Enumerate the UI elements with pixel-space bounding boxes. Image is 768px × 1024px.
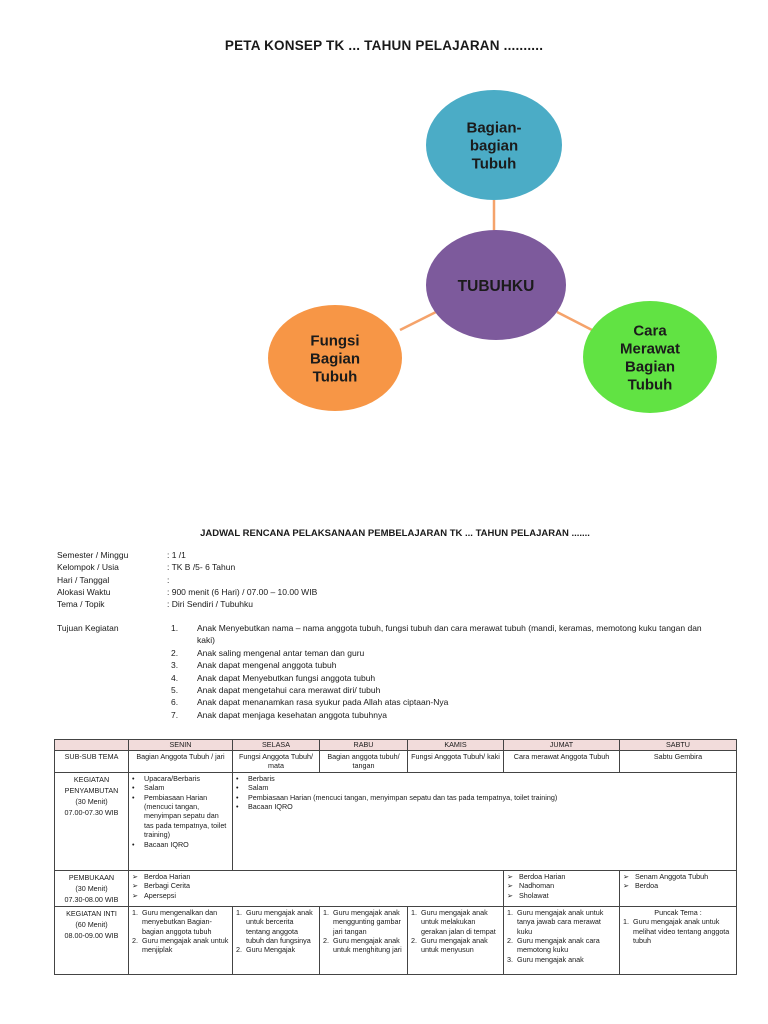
numbered-item bbox=[323, 936, 404, 955]
row-label-line: 08.00-09.00 WIB bbox=[64, 930, 119, 940]
concept-map-diagram bbox=[0, 0, 768, 430]
inti-label bbox=[55, 906, 129, 974]
header-empty bbox=[55, 740, 129, 751]
item-number: 2. bbox=[507, 936, 513, 946]
pembukaan-row bbox=[55, 870, 737, 906]
item-text: Guru mengenalkan dan menyebutkan Bagian-bagian anggota tubuh bbox=[142, 907, 218, 936]
bullet-item bbox=[623, 881, 733, 890]
bullet-text: Nadhoman bbox=[519, 881, 555, 891]
schedule-header-row bbox=[55, 740, 737, 751]
bullet-item bbox=[507, 881, 616, 890]
goal-number: 2. bbox=[171, 647, 179, 658]
inti-selasa bbox=[233, 906, 320, 974]
item-text: Guru mengajak anak bbox=[517, 954, 584, 964]
numbered-item bbox=[507, 908, 616, 936]
arrow-bullet-icon: ➢ bbox=[132, 871, 139, 881]
numbered-item bbox=[323, 908, 404, 936]
plan-info bbox=[57, 549, 317, 610]
node-label-line: Bagian bbox=[309, 350, 361, 368]
goal-number: 3. bbox=[171, 660, 179, 671]
goal-number: 7. bbox=[171, 709, 179, 720]
subtema-cell: Fungsi Anggota Tubuh/ kaki bbox=[408, 751, 504, 773]
bullet-text: Upacara/Berbaris bbox=[144, 773, 200, 783]
bullet-item bbox=[132, 872, 500, 881]
center-label: TUBUHKU bbox=[457, 278, 535, 295]
penyambutan-row bbox=[55, 772, 737, 870]
subtema-cell: Fungsi Anggota Tubuh/ mata bbox=[233, 751, 320, 773]
subtema-label: SUB-SUB TEMA bbox=[55, 751, 129, 773]
arrow-bullet-icon: ➢ bbox=[132, 890, 139, 900]
goal-number: 6. bbox=[171, 697, 179, 708]
bullet-dot-icon: • bbox=[132, 792, 135, 802]
subtema-cell: Bagian Anggota Tubuh / jari bbox=[129, 751, 233, 773]
bullet-item bbox=[132, 793, 229, 840]
numbered-item bbox=[507, 936, 616, 955]
node-label-line: Tubuh bbox=[627, 376, 673, 394]
row-label-line: KEGIATAN INTI bbox=[66, 908, 117, 918]
info-value: : 900 menit (6 Hari) / 07.00 – 10.00 WIB bbox=[167, 586, 318, 597]
bullet-text: Salam bbox=[248, 783, 269, 793]
item-number: 1. bbox=[623, 917, 629, 927]
day-header: SENIN bbox=[129, 740, 233, 751]
bullet-item bbox=[132, 881, 500, 890]
item-text: Guru mengajak anak untuk melihat video tentang anggota tubuh bbox=[633, 917, 730, 946]
row-label-line: KEGIATAN bbox=[73, 774, 110, 784]
bullet-text: Berbagi Cerita bbox=[144, 881, 190, 891]
goal-number: 5. bbox=[171, 685, 179, 696]
goal-text: Anak dapat mengenal anggota tubuh bbox=[197, 660, 337, 671]
bullet-item bbox=[236, 774, 733, 783]
bullet-text: Senam Anggota Tubuh bbox=[635, 871, 709, 881]
item-text: Guru mengajak anak untuk menjiplak bbox=[142, 936, 229, 955]
item-number: 3. bbox=[507, 954, 513, 964]
row-label-line: (30 Menit) bbox=[75, 883, 108, 893]
goal-item bbox=[167, 647, 717, 659]
goal-item bbox=[167, 672, 717, 684]
node-label-line: Bagian- bbox=[466, 119, 522, 137]
inti-senin bbox=[129, 906, 233, 974]
info-value: : Diri Sendiri / Tubuhku bbox=[167, 599, 253, 610]
connector-left bbox=[400, 312, 436, 330]
node-label-line: Merawat bbox=[619, 340, 681, 358]
item-number: 1. bbox=[132, 907, 138, 917]
schedule-table bbox=[54, 739, 737, 975]
bullet-text: Pembiasaan Harian (mencuci tangan, menyimpan sepatu dan tas pada tempatnya, toilet training) bbox=[248, 792, 558, 802]
node-label-line: Fungsi bbox=[310, 332, 360, 350]
row-label-line: 07.00-07.30 WIB bbox=[64, 807, 119, 817]
info-row bbox=[57, 598, 317, 610]
item-number: 2. bbox=[411, 936, 417, 946]
pembukaan-senin-kamis bbox=[129, 870, 504, 906]
info-row bbox=[57, 574, 317, 586]
node-label-line: Tubuh bbox=[312, 368, 358, 386]
bullet-dot-icon: • bbox=[236, 802, 239, 812]
numbered-item bbox=[411, 936, 500, 955]
bullet-dot-icon: • bbox=[236, 783, 239, 793]
bullet-item bbox=[507, 891, 616, 900]
bullet-item bbox=[507, 872, 616, 881]
goals-list bbox=[167, 622, 717, 721]
bullet-text: Pembiasaan Harian (mencuci tangan, menyimpan sepatu dan tas pada tempatnya, toilet training) bbox=[144, 792, 227, 840]
arrow-bullet-icon: ➢ bbox=[132, 881, 139, 891]
penyambutan-rest bbox=[233, 772, 737, 870]
goal-text: Anak dapat menanamkan rasa syukur pada Allah atas ciptaan-Nya bbox=[197, 697, 449, 708]
bullet-text: Bacaan IQRO bbox=[144, 839, 189, 849]
pembukaan-jumat bbox=[504, 870, 620, 906]
arrow-bullet-icon: ➢ bbox=[507, 871, 514, 881]
item-text: Guru mengajak anak untuk menyusun bbox=[421, 936, 488, 955]
item-text: Guru Mengajak bbox=[246, 945, 296, 955]
arrow-bullet-icon: ➢ bbox=[507, 890, 514, 900]
item-number: 1. bbox=[411, 907, 417, 917]
pembukaan-sabtu bbox=[620, 870, 737, 906]
info-label: Semester / Minggu bbox=[57, 550, 129, 560]
item-number: 1. bbox=[236, 907, 242, 917]
item-number: 2. bbox=[132, 936, 138, 946]
numbered-item bbox=[132, 908, 229, 936]
puncak-tema-title: Puncak Tema : bbox=[654, 907, 702, 917]
day-header: JUMAT bbox=[504, 740, 620, 751]
item-text: Guru mengajak anak menggunting gambar jari tangan bbox=[333, 907, 401, 936]
node-label-line: bagian bbox=[469, 137, 519, 155]
item-text: Guru mengajak anak cara memotong kuku bbox=[517, 936, 600, 955]
info-label: Kelompok / Usia bbox=[57, 562, 119, 573]
bullet-text: Berbaris bbox=[248, 773, 275, 783]
goal-item bbox=[167, 659, 717, 671]
penyambutan-label bbox=[55, 772, 129, 870]
bullet-item bbox=[236, 802, 733, 811]
subtema-cell: Cara merawat Anggota Tubuh bbox=[504, 751, 620, 773]
numbered-item bbox=[507, 955, 616, 964]
goal-text: Anak Menyebutkan nama – nama anggota tubuh, fungsi tubuh dan cara merawat tubuh (mandi, keramas, memotong kuku tangan dan kaki) bbox=[197, 623, 702, 646]
row-label-line: (30 Menit) bbox=[75, 796, 108, 806]
item-number: 2. bbox=[236, 945, 242, 955]
bullet-text: Berdoa Harian bbox=[519, 871, 566, 881]
info-row bbox=[57, 561, 317, 573]
inti-kamis bbox=[408, 906, 504, 974]
info-row bbox=[57, 549, 317, 561]
subtema-row bbox=[55, 751, 737, 773]
goal-item bbox=[167, 684, 717, 696]
info-label: Tema / Topik bbox=[57, 599, 105, 610]
bullet-dot-icon: • bbox=[236, 792, 239, 802]
info-value: : TK B /5- 6 Tahun bbox=[167, 562, 236, 573]
bullet-text: Salam bbox=[144, 783, 165, 793]
goal-text: Anak saling mengenal antar teman dan guru bbox=[197, 647, 365, 658]
item-number: 2. bbox=[323, 936, 329, 946]
arrow-bullet-icon: ➢ bbox=[623, 881, 630, 891]
bullet-item bbox=[132, 840, 229, 849]
info-value: : bbox=[167, 574, 170, 585]
goal-number: 4. bbox=[171, 672, 179, 683]
info-label: Alokasi Waktu bbox=[57, 586, 111, 597]
bullet-item bbox=[132, 891, 500, 900]
numbered-item bbox=[236, 908, 316, 946]
day-header: RABU bbox=[320, 740, 408, 751]
goal-item bbox=[167, 622, 717, 647]
plan-title: JADWAL RENCANA PELAKSANAAN PEMBELAJARAN TK ... TAHUN PELAJARAN ....... bbox=[200, 528, 590, 539]
bullet-text: Sholawat bbox=[519, 890, 549, 900]
goals-label: Tujuan Kegiatan bbox=[57, 623, 119, 633]
pembukaan-label bbox=[55, 870, 129, 906]
goal-text: Anak dapat Menyebutkan fungsi anggota tubuh bbox=[197, 672, 376, 683]
row-label-line: PENYAMBUTAN bbox=[64, 785, 119, 795]
plan-goals bbox=[57, 622, 717, 721]
item-number: 1. bbox=[507, 907, 513, 917]
goal-number: 1. bbox=[171, 623, 179, 633]
connector-right bbox=[557, 312, 592, 330]
bullet-text: Berdoa bbox=[635, 881, 659, 891]
item-text: Guru mengajak anak untuk menghitung jari bbox=[333, 936, 402, 955]
item-text: Guru mengajak anak untuk bercerita tentang anggota tubuh dan fungsinya bbox=[246, 907, 313, 946]
concept-map-title: PETA KONSEP TK ... TAHUN PELAJARAN .......... bbox=[224, 38, 544, 53]
bullet-item bbox=[132, 783, 229, 792]
bullet-dot-icon: • bbox=[132, 783, 135, 793]
row-label-line: (60 Menit) bbox=[75, 919, 108, 929]
numbered-item bbox=[236, 945, 316, 954]
bullet-dot-icon: • bbox=[132, 773, 135, 783]
day-header: SABTU bbox=[620, 740, 737, 751]
row-label-line: 07.30-08.00 WIB bbox=[64, 894, 119, 904]
bullet-item bbox=[132, 774, 229, 783]
inti-row bbox=[55, 906, 737, 974]
arrow-bullet-icon: ➢ bbox=[623, 871, 630, 881]
bullet-item bbox=[236, 793, 733, 802]
node-label-line: Bagian bbox=[624, 358, 676, 376]
day-header: KAMIS bbox=[408, 740, 504, 751]
subtema-cell: Sabtu Gembira bbox=[620, 751, 737, 773]
penyambutan-senin bbox=[129, 772, 233, 870]
bullet-item bbox=[236, 783, 733, 792]
item-number: 1. bbox=[323, 907, 329, 917]
subtema-cell: Bagian anggota tubuh/ tangan bbox=[320, 751, 408, 773]
bullet-item bbox=[623, 872, 733, 881]
goal-item bbox=[167, 709, 717, 721]
info-value: : 1 /1 bbox=[167, 550, 186, 560]
info-row bbox=[57, 586, 317, 598]
day-header: SELASA bbox=[233, 740, 320, 751]
row-label-line: PEMBUKAAN bbox=[68, 872, 115, 882]
bullet-dot-icon: • bbox=[132, 839, 135, 849]
item-text: Guru mengajak anak untuk melakukan gerakan jalan di tempat bbox=[421, 907, 496, 936]
goal-item bbox=[167, 696, 717, 708]
node-label-line: Cara bbox=[633, 322, 667, 340]
info-label: Hari / Tanggal bbox=[57, 574, 110, 585]
numbered-item bbox=[411, 908, 500, 936]
inti-sabtu bbox=[620, 906, 737, 974]
numbered-item bbox=[623, 917, 733, 945]
inti-jumat bbox=[504, 906, 620, 974]
bullet-text: Apersepsi bbox=[144, 890, 176, 900]
item-text: Guru mengajak anak untuk tanya jawab cara merawat kuku bbox=[517, 907, 604, 936]
inti-rabu bbox=[320, 906, 408, 974]
arrow-bullet-icon: ➢ bbox=[507, 881, 514, 891]
bullet-dot-icon: • bbox=[236, 773, 239, 783]
goal-text: Anak dapat menjaga kesehatan anggota tubuhnya bbox=[197, 709, 387, 720]
goal-text: Anak dapat mengetahui cara merawat diri/ tubuh bbox=[197, 685, 381, 696]
bullet-text: Berdoa Harian bbox=[144, 871, 191, 881]
numbered-item bbox=[132, 936, 229, 955]
bullet-text: Bacaan IQRO bbox=[248, 802, 293, 812]
node-label-line: Tubuh bbox=[471, 155, 517, 173]
